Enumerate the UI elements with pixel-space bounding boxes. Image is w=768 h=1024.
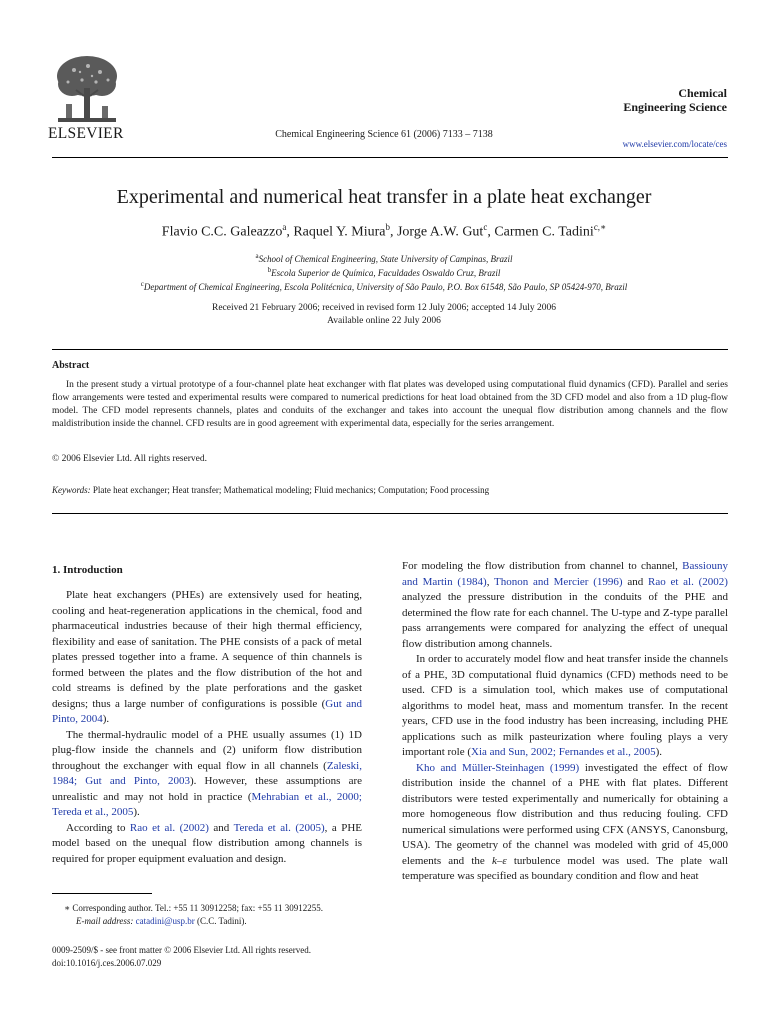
paragraph-text: and	[622, 575, 648, 588]
corresponding-author-footnote	[52, 902, 382, 928]
affiliation-b	[0, 266, 768, 278]
email-owner: (C.C. Tadini).	[196, 916, 247, 926]
author-name: Carmen C. Tadini	[494, 224, 594, 240]
author-affiliation-mark: c,∗	[593, 222, 607, 232]
affiliation-text: Escola Superior de Química, Faculdades Oswaldo Cruz, Brazil	[271, 268, 501, 278]
footnote-text: Corresponding author. Tel.: +55 11 30912258; fax: +55 11 30912255.	[72, 903, 324, 913]
paragraph	[402, 652, 728, 761]
citation-link[interactable]: Mehrabian et al., 2000; Tereda et al., 2005	[52, 790, 362, 818]
elsevier-tree-logo	[52, 52, 122, 128]
paragraph-text: and	[208, 821, 234, 834]
abstract-copyright: © 2006 Elsevier Ltd. All rights reserved.	[52, 454, 207, 464]
journal-name	[567, 86, 727, 114]
paragraph-text: turbulence model was used. The plate wall temperature was specified as boundary condition and flow and heat	[402, 854, 729, 882]
footnote-email-line	[52, 915, 382, 928]
affiliation-mark: c	[140, 280, 144, 288]
abstract-body: In the present study a virtual prototype of a four-channel plate heat exchanger with flat plates was developed using computational fluid dynamics (CFD). Parallel and series flow arrangements were tested and experimental results were compared to numerical predictions for heat load obtained from the 3D CFD model and also from a 1D plug-flow model. The CFD model represents channels, plates and conduits of the exchanger and takes into account the unequal flow distribution among channels and the flow maldistribution inside the channel. CFD results are in good agreement with experimental data, especially for the series arrangement.	[52, 380, 728, 429]
keywords-label: Keywords:	[52, 485, 91, 495]
paragraph-text: ,	[486, 575, 495, 588]
citation-link[interactable]: Tereda et al. (2005)	[233, 821, 325, 834]
footnote-corresponding	[52, 902, 382, 915]
affiliation-c	[0, 280, 768, 292]
paragraph	[402, 559, 728, 652]
keywords-list: Plate heat exchanger; Heat transfer; Mathematical modeling; Fluid mechanics; Computation; Food processing	[92, 485, 490, 495]
journal-name-line2: Engineering Science	[623, 100, 727, 114]
paragraph	[52, 588, 362, 728]
abstract-bottom-rule	[52, 513, 728, 514]
keywords	[52, 485, 489, 495]
author-name: Flavio C.C. Galeazzo	[161, 224, 283, 240]
paragraph	[402, 761, 728, 885]
citation-link[interactable]: Kho and Müller-Steinhagen (1999)	[416, 761, 580, 774]
citation-link[interactable]: Xia and Sun, 2002; Fernandes et al., 2005	[471, 746, 656, 758]
available-online: Available online 22 July 2006	[327, 316, 441, 326]
email-label: E-mail address:	[76, 916, 134, 926]
paragraph-text: The thermal-hydraulic model of a PHE usually assumes (1) 1D plug-flow inside the channels and (2) uniform flow distribution throughout the exchanger with equal flow in all channels (	[52, 728, 362, 772]
left-column	[52, 588, 362, 867]
footnote-mark: ∗	[64, 903, 71, 913]
paragraph-text: In order to accurately model flow and heat transfer inside the channels of a PHE, 3D computational fluid dynamics (CFD) methods need to be used. CFD is a simulation tool, which makes use of computational algorithms to model heat, mass and momentum transfer. In the recent years, CFD use in the food industry has been increasing, including PHE applications such as milk pasteurization where fouling plays a very important role (	[402, 653, 728, 758]
paragraph-text: Plate heat exchangers (PHEs) are extensively used for heating, cooling and heat-regeneration applications in the chemical, food and pharmaceutical industries because of their high thermal efficiency, flexibility and ease of sanitation. The PHE consists of a pack of metal plates pressed together into a frame. A sequence of thin channels is formed between the plates and the flow distribution of the hot and cold streams is defined by the plate perforations and the gasket designs; thus a large number of configurations is possible (	[52, 589, 362, 710]
abstract-top-rule	[52, 349, 728, 350]
footnote-rule	[52, 893, 152, 894]
journal-citation: Chemical Engineering Science 61 (2006) 7133 – 7138	[275, 129, 493, 140]
paragraph-text: analyzed the pressure distribution in the conduits of the PHE and determined the flow rate for each channel. The U-type and Z-type parallel pass arrangements were compared for analyzing the effect of unequal flow distribution among channels.	[402, 591, 728, 650]
affiliation-text: Department of Chemical Engineering, Escola Politécnica, University of São Paulo, P.O. Box 61548, São Paulo, SP 05424-970, Brazil	[143, 282, 628, 292]
author-affiliation-mark: b	[385, 222, 390, 232]
doi-line: doi:10.1016/j.ces.2006.07.029	[52, 958, 162, 968]
citation-link[interactable]: Zaleski, 1984; Gut and Pinto, 2003	[52, 759, 362, 787]
author-list: Flavio C.C. Galeazzo$^a$, Raquel Y. Miura$^b$, Jorge A.W. Gut$^c$, Carmen C. Tadini$^{c,∗}$	[161, 222, 607, 240]
paragraph-text: investigated the effect of flow distribution inside the channel of a PHE with flat plates. Different distributors were tested experimentally and numerically for obtaining a more homogeneous flow distribution and thus reducing fouling. CFD numerical simulations were performed using CFX (ANSYS, Canonsburg, USA). The geometry of the channel was modeled with grid of 45,000 elements and the	[402, 761, 728, 867]
affiliation-a	[0, 252, 768, 264]
email-link[interactable]: catadini@usp.br	[135, 916, 195, 926]
paragraph	[52, 728, 362, 821]
author-affiliation-mark: c	[483, 222, 488, 232]
publisher-name: ELSEVIER	[48, 125, 124, 142]
right-column	[402, 559, 728, 885]
paragraph	[52, 821, 362, 868]
citation-link[interactable]: Rao et al. (2002)	[129, 821, 209, 834]
paragraph-text: ).	[655, 746, 662, 758]
journal-name-line1: Chemical	[678, 86, 727, 100]
affiliation-mark: a	[255, 252, 259, 260]
citation-link[interactable]: Thonon and Mercier (1996)	[494, 575, 623, 588]
affiliation-text: School of Chemical Engineering, State University of Campinas, Brazil	[258, 254, 513, 264]
paragraph-text: ). However, these assumptions are unrealistic and may not hold in practice (	[52, 775, 362, 803]
received-dates: Received 21 February 2006; received in revised form 12 July 2006; accepted 14 July 2006	[211, 303, 557, 313]
affiliation-mark: b	[267, 266, 272, 274]
paragraph-text: ).	[133, 806, 140, 818]
issn-block	[52, 944, 311, 970]
issn-line: 0009-2509/$ - see front matter © 2006 Elsevier Ltd. All rights reserved.	[52, 945, 312, 955]
paragraph-text: ).	[102, 713, 110, 725]
paragraph-text: , a PHE model based on the unequal flow distribution among channels is required for proper equipment evaluation and design.	[52, 821, 363, 865]
header-rule	[52, 157, 728, 158]
article-title: Experimental and numerical heat transfer in a plate heat exchanger	[116, 186, 652, 208]
turbulence-model-symbol: k–ε	[491, 854, 507, 867]
abstract-heading: Abstract	[52, 360, 90, 371]
author-affiliation-mark: a	[282, 222, 287, 232]
citation-link[interactable]: Rao et al. (2002)	[647, 575, 728, 588]
citation-link[interactable]: Gut and Pinto, 2004	[52, 697, 362, 725]
section-heading-introduction: 1. Introduction	[52, 564, 123, 576]
author-name: Jorge A.W. Gut	[396, 224, 484, 240]
citation-link[interactable]: Bassiouny and Martin (1984)	[402, 560, 728, 588]
paragraph-text: For modeling the flow distribution from channel to channel,	[402, 560, 683, 572]
journal-url-link[interactable]: www.elsevier.com/locate/ces	[622, 139, 727, 149]
paragraph-text: According to	[66, 821, 130, 834]
author-name: Raquel Y. Miura	[293, 224, 386, 240]
